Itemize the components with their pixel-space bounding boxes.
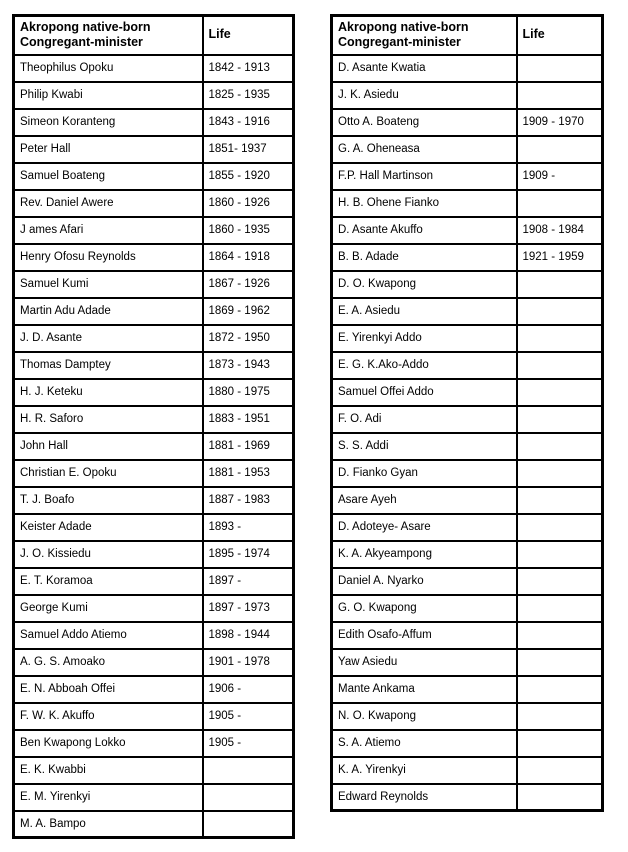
life-dates-cell: 1901 - 1978 xyxy=(203,649,294,676)
life-dates-cell: 1887 - 1983 xyxy=(203,487,294,514)
table-row xyxy=(14,730,294,757)
life-dates-cell xyxy=(517,568,603,595)
minister-name-cell: Samuel Addo Atiemo xyxy=(14,622,203,649)
table-row xyxy=(14,109,294,136)
table-row xyxy=(14,460,294,487)
table-row xyxy=(332,730,603,757)
ministers-table-right xyxy=(330,14,604,812)
life-dates-cell: 1842 - 1913 xyxy=(203,55,294,82)
minister-name-cell: D. Asante Akuffo xyxy=(332,217,517,244)
table-row xyxy=(332,541,603,568)
table-row xyxy=(332,433,603,460)
minister-name-cell: N. O. Kwapong xyxy=(332,703,517,730)
minister-name-cell: J ames Afari xyxy=(14,217,203,244)
life-dates-cell: 1881 - 1969 xyxy=(203,433,294,460)
header-name-line1: Akropong native-born xyxy=(338,19,469,34)
table-row xyxy=(332,784,603,811)
header-life-column: Life xyxy=(517,16,603,55)
minister-name-cell: Yaw Asiedu xyxy=(332,649,517,676)
minister-name-cell: Theophilus Opoku xyxy=(14,55,203,82)
minister-name-cell: S. A. Atiemo xyxy=(332,730,517,757)
table-row xyxy=(14,406,294,433)
life-dates-cell: 1905 - xyxy=(203,703,294,730)
minister-name-cell: E. K. Kwabbi xyxy=(14,757,203,784)
life-dates-cell: 1897 - xyxy=(203,568,294,595)
minister-name-cell: Otto A. Boateng xyxy=(332,109,517,136)
minister-name-cell: E. N. Abboah Offei xyxy=(14,676,203,703)
table-row xyxy=(332,352,603,379)
life-dates-cell xyxy=(203,784,294,811)
minister-name-cell: Christian E. Opoku xyxy=(14,460,203,487)
minister-name-cell: T. J. Boafo xyxy=(14,487,203,514)
minister-name-cell: Rev. Daniel Awere xyxy=(14,190,203,217)
life-dates-cell: 1867 - 1926 xyxy=(203,271,294,298)
minister-name-cell: Edward Reynolds xyxy=(332,784,517,811)
life-dates-cell: 1881 - 1953 xyxy=(203,460,294,487)
table-row xyxy=(14,82,294,109)
life-dates-cell xyxy=(517,82,603,109)
table-row xyxy=(14,487,294,514)
minister-name-cell: E. M. Yirenkyi xyxy=(14,784,203,811)
life-dates-cell xyxy=(517,514,603,541)
table-row xyxy=(332,82,603,109)
minister-name-cell: Philip Kwabi xyxy=(14,82,203,109)
minister-name-cell: Keister Adade xyxy=(14,514,203,541)
life-dates-cell xyxy=(517,757,603,784)
table-row xyxy=(332,190,603,217)
table-row xyxy=(14,325,294,352)
life-dates-cell xyxy=(517,595,603,622)
minister-name-cell: Peter Hall xyxy=(14,136,203,163)
table-row xyxy=(14,244,294,271)
life-dates-cell: 1869 - 1962 xyxy=(203,298,294,325)
life-dates-cell xyxy=(517,406,603,433)
life-dates-cell xyxy=(517,730,603,757)
minister-name-cell: J. K. Asiedu xyxy=(332,82,517,109)
table-row xyxy=(332,298,603,325)
life-dates-cell xyxy=(517,487,603,514)
minister-name-cell: Daniel A. Nyarko xyxy=(332,568,517,595)
table-row xyxy=(14,136,294,163)
life-dates-cell: 1843 - 1916 xyxy=(203,109,294,136)
header-row xyxy=(14,16,294,55)
life-dates-cell: 1897 - 1973 xyxy=(203,595,294,622)
table-row xyxy=(332,460,603,487)
table-row xyxy=(332,217,603,244)
table-row xyxy=(332,163,603,190)
life-dates-cell: 1864 - 1918 xyxy=(203,244,294,271)
header-name-column xyxy=(332,16,517,55)
minister-name-cell: F. W. K. Akuffo xyxy=(14,703,203,730)
table-row xyxy=(14,784,294,811)
minister-name-cell: B. B. Adade xyxy=(332,244,517,271)
minister-name-cell: J. D. Asante xyxy=(14,325,203,352)
header-name-line2: Congregant-minister xyxy=(338,35,461,50)
table-row xyxy=(14,217,294,244)
table-row xyxy=(14,541,294,568)
minister-name-cell: Samuel Boateng xyxy=(14,163,203,190)
minister-name-cell: Mante Ankama xyxy=(332,676,517,703)
table-row xyxy=(332,379,603,406)
life-dates-cell xyxy=(517,352,603,379)
life-dates-cell: 1909 - xyxy=(517,163,603,190)
minister-name-cell: Samuel Offei Addo xyxy=(332,379,517,406)
life-dates-cell: 1860 - 1926 xyxy=(203,190,294,217)
life-dates-cell xyxy=(517,649,603,676)
table-row xyxy=(14,55,294,82)
life-dates-cell: 1909 - 1970 xyxy=(517,109,603,136)
header-row xyxy=(332,16,603,55)
minister-name-cell: D. Adoteye- Asare xyxy=(332,514,517,541)
minister-name-cell: F. O. Adi xyxy=(332,406,517,433)
life-dates-cell xyxy=(517,703,603,730)
table-row xyxy=(14,676,294,703)
life-dates-cell: 1825 - 1935 xyxy=(203,82,294,109)
table-row xyxy=(14,190,294,217)
life-dates-cell xyxy=(517,541,603,568)
table-row xyxy=(14,163,294,190)
table-row xyxy=(14,703,294,730)
table-row xyxy=(14,568,294,595)
table-row xyxy=(332,487,603,514)
table-row xyxy=(332,109,603,136)
life-dates-cell xyxy=(517,784,603,811)
life-dates-cell xyxy=(203,757,294,784)
life-dates-cell: 1872 - 1950 xyxy=(203,325,294,352)
life-dates-cell xyxy=(517,325,603,352)
life-dates-cell xyxy=(517,136,603,163)
life-dates-cell: 1855 - 1920 xyxy=(203,163,294,190)
table-row xyxy=(332,244,603,271)
minister-name-cell: Simeon Koranteng xyxy=(14,109,203,136)
minister-name-cell: Ben Kwapong Lokko xyxy=(14,730,203,757)
header-name-column xyxy=(14,16,203,55)
life-dates-cell: 1893 - xyxy=(203,514,294,541)
table-row xyxy=(14,514,294,541)
life-dates-cell: 1898 - 1944 xyxy=(203,622,294,649)
minister-name-cell: John Hall xyxy=(14,433,203,460)
life-dates-cell: 1906 - xyxy=(203,676,294,703)
minister-name-cell: Martin Adu Adade xyxy=(14,298,203,325)
life-dates-cell xyxy=(517,676,603,703)
table-row xyxy=(14,649,294,676)
life-dates-cell xyxy=(517,460,603,487)
life-dates-cell xyxy=(517,55,603,82)
table-row xyxy=(14,811,294,838)
ministers-table-left xyxy=(12,14,295,839)
table-row xyxy=(332,136,603,163)
life-dates-cell xyxy=(203,811,294,838)
minister-name-cell: A. G. S. Amoako xyxy=(14,649,203,676)
table-row xyxy=(14,433,294,460)
header-name-line2: Congregant-minister xyxy=(20,35,143,50)
table-row xyxy=(332,406,603,433)
table-row xyxy=(14,622,294,649)
life-dates-cell: 1851- 1937 xyxy=(203,136,294,163)
life-dates-cell: 1883 - 1951 xyxy=(203,406,294,433)
minister-name-cell: Henry Ofosu Reynolds xyxy=(14,244,203,271)
life-dates-cell: 1905 - xyxy=(203,730,294,757)
minister-name-cell: E. G. K.Ako-Addo xyxy=(332,352,517,379)
life-dates-cell: 1921 - 1959 xyxy=(517,244,603,271)
life-dates-cell: 1895 - 1974 xyxy=(203,541,294,568)
table-row xyxy=(332,622,603,649)
minister-name-cell: H. B. Ohene Fianko xyxy=(332,190,517,217)
minister-name-cell: S. S. Addi xyxy=(332,433,517,460)
table-row xyxy=(14,352,294,379)
table-row xyxy=(332,757,603,784)
minister-name-cell: H. R. Saforo xyxy=(14,406,203,433)
table-row xyxy=(14,757,294,784)
life-dates-cell xyxy=(517,298,603,325)
life-dates-cell: 1860 - 1935 xyxy=(203,217,294,244)
minister-name-cell: E. A. Asiedu xyxy=(332,298,517,325)
minister-name-cell: D. Asante Kwatia xyxy=(332,55,517,82)
minister-name-cell: J. O. Kissiedu xyxy=(14,541,203,568)
minister-name-cell: K. A. Yirenkyi xyxy=(332,757,517,784)
minister-name-cell: E. Yirenkyi Addo xyxy=(332,325,517,352)
table-row xyxy=(14,595,294,622)
minister-name-cell: D. Fianko Gyan xyxy=(332,460,517,487)
life-dates-cell: 1873 - 1943 xyxy=(203,352,294,379)
life-dates-cell xyxy=(517,622,603,649)
table-row xyxy=(332,325,603,352)
table-row xyxy=(332,676,603,703)
table-row xyxy=(14,271,294,298)
table-row xyxy=(332,514,603,541)
life-dates-cell xyxy=(517,379,603,406)
table-row xyxy=(332,649,603,676)
minister-name-cell: K. A. Akyeampong xyxy=(332,541,517,568)
table-row xyxy=(14,298,294,325)
minister-name-cell: D. O. Kwapong xyxy=(332,271,517,298)
life-dates-cell xyxy=(517,190,603,217)
life-dates-cell: 1908 - 1984 xyxy=(517,217,603,244)
minister-name-cell: G. A. Oheneasa xyxy=(332,136,517,163)
header-life-column: Life xyxy=(203,16,294,55)
minister-name-cell: G. O. Kwapong xyxy=(332,595,517,622)
table-row xyxy=(332,703,603,730)
minister-name-cell: Edith Osafo-Affum xyxy=(332,622,517,649)
minister-name-cell: F.P. Hall Martinson xyxy=(332,163,517,190)
minister-name-cell: George Kumi xyxy=(14,595,203,622)
table-row xyxy=(332,271,603,298)
life-dates-cell xyxy=(517,433,603,460)
life-dates-cell: 1880 - 1975 xyxy=(203,379,294,406)
header-name-line1: Akropong native-born xyxy=(20,19,151,34)
minister-name-cell: E. T. Koramoa xyxy=(14,568,203,595)
minister-name-cell: Samuel Kumi xyxy=(14,271,203,298)
minister-name-cell: Thomas Damptey xyxy=(14,352,203,379)
minister-name-cell: H. J. Keteku xyxy=(14,379,203,406)
minister-name-cell: Asare Ayeh xyxy=(332,487,517,514)
table-row xyxy=(332,595,603,622)
table-row xyxy=(332,55,603,82)
table-row xyxy=(332,568,603,595)
life-dates-cell xyxy=(517,271,603,298)
minister-name-cell: M. A. Bampo xyxy=(14,811,203,838)
table-row xyxy=(14,379,294,406)
